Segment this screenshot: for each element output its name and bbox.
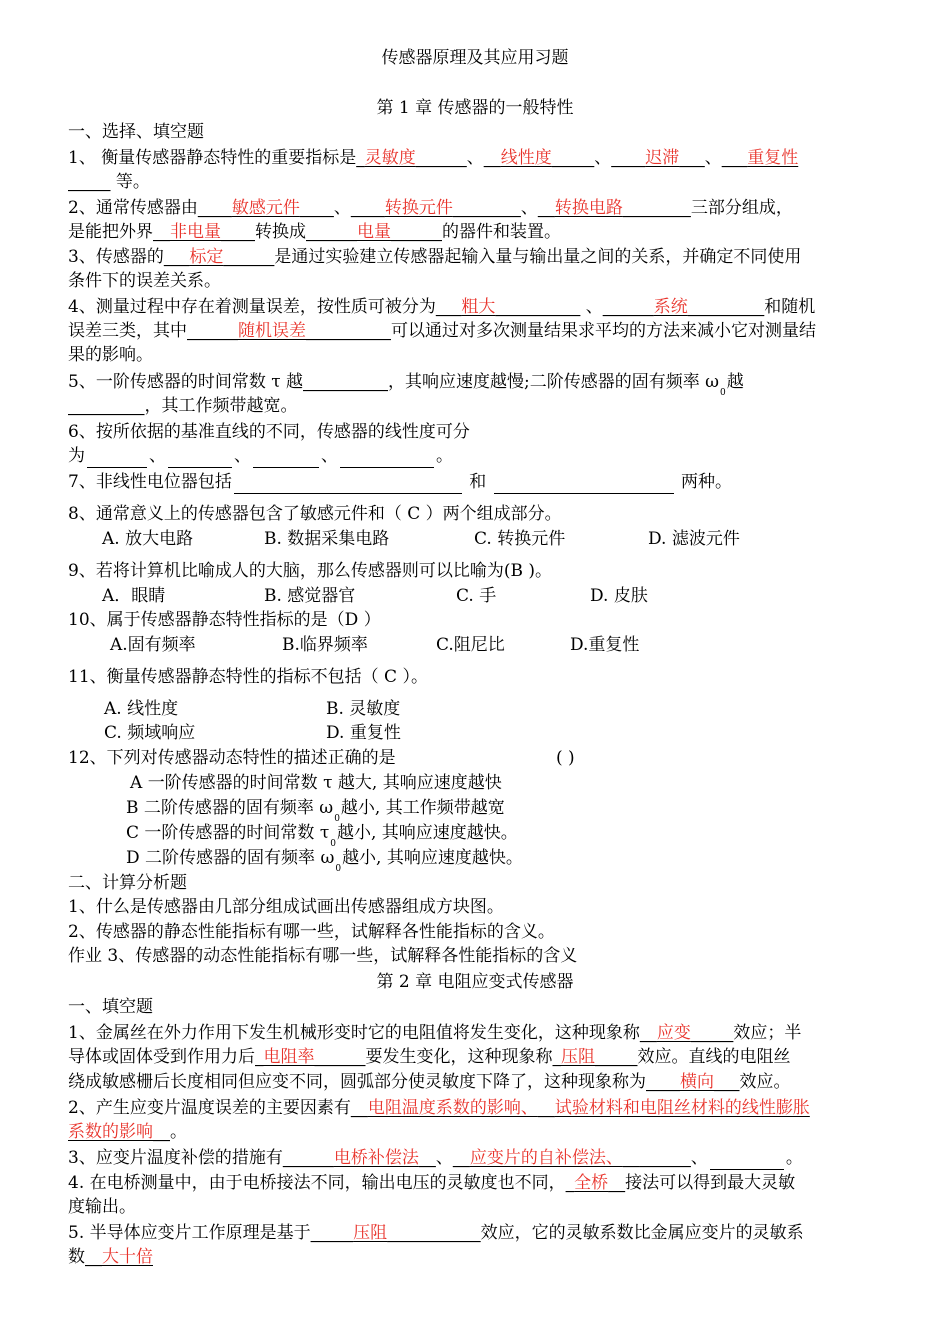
- chapter1-heading: 第 1 章 传感器的一般特性: [376, 98, 574, 118]
- answer-non-electrical: 非电量: [170, 222, 221, 242]
- question-11: 11、衡量传感器静态特性的指标不包括（ C ）。: [68, 667, 428, 687]
- question-3: 3、传感器的___标定______是通过实验建立传感器起输入量与输出量之间的关系，并确定不同使用: [68, 247, 802, 267]
- question-12: 12、下列对传感器动态特性的描述正确的是: [68, 748, 396, 768]
- ch2-question-4: 4. 在电桥测量中，由于电桥接法不同，输出电压的灵敏度也不同，_全桥__接法可以得到最大灵敏: [68, 1173, 796, 1193]
- q8-option-c: C. 转换元件: [474, 529, 566, 549]
- question-3-cont: 条件下的误差关系。: [68, 271, 221, 291]
- answer-calibration: 标定: [189, 247, 224, 267]
- answer-electrical: 电量: [357, 222, 391, 242]
- question-7: 7、非线性电位器包括 和 两种。: [68, 472, 733, 492]
- q11-option-d: D. 重复性: [326, 723, 401, 743]
- question-5-cont: _________，其工作频带越宽。: [68, 396, 298, 416]
- q9-option-d: D. 皮肤: [590, 586, 648, 606]
- question-2: 2、通常传感器由____敏感元件____、____转换元件________、__转换电路________三部分组成，: [68, 198, 793, 218]
- answer-repeatability: 重复性: [747, 148, 799, 168]
- q8-option-a: A. 放大电路: [102, 529, 194, 549]
- question-1: 1、 衡量传感器静态特性的重要指标是_灵敏度______、__线性度_____、____迟滞___、___重复性: [68, 148, 799, 168]
- q12-option-d: D 二阶传感器的固有频率 $\omega_0$越小, 其响应速度越快。: [126, 848, 523, 874]
- calc-question-1: 1、什么是传感器由几部分组成试画出传感器组成方块图。: [68, 897, 504, 917]
- answer-strain: 应变: [656, 1023, 691, 1043]
- answer-self-compensation: 应变片的自补偿法、: [469, 1148, 623, 1168]
- calc-question-3: 作业 3、传感器的动态性能指标有哪一些，试解释各性能指标的含义: [68, 946, 578, 966]
- answer-conversion-element: 转换元件: [384, 198, 453, 218]
- q11-option-c: C. 频域响应: [104, 723, 196, 743]
- q12-option-b: B 二阶传感器的固有频率 $\omega_0$越小, 其工作频带越宽: [126, 798, 505, 824]
- ch2-question-2-cont: 系数的影响__。: [68, 1122, 187, 1142]
- question-4: 4、测量过程中存在着测量误差，按性质可被分为___粗大__________ 、______系统_________和随机: [68, 297, 816, 317]
- document-title: 传感器原理及其应用习题: [381, 48, 569, 68]
- answer-expansion: 试验材料和电阻丝材料的线性膨胀: [554, 1098, 810, 1118]
- answer-q9: B: [510, 561, 523, 581]
- answer-linearity: 线性度: [500, 148, 552, 168]
- q8-option-d: D. 滤波元件: [648, 529, 740, 549]
- question-10: 10、属于传感器静态特性指标的是（D ）: [68, 610, 381, 630]
- question-4-cont2: 果的影响。: [68, 345, 153, 365]
- answer-sensing-element: 敏感元件: [231, 198, 300, 218]
- answer-q11: C: [384, 667, 398, 687]
- answer-sensitivity: 灵敏度: [364, 148, 416, 168]
- answer-bridge-compensation: 电桥补偿法: [333, 1148, 419, 1168]
- question-2-cont: 是能把外界__非电量____转换成______电量______的器件和装置。: [68, 222, 561, 242]
- q10-option-c: C.阻尼比: [436, 635, 505, 655]
- section-choice-fill: 一、选择、填空题: [68, 122, 204, 142]
- q9-option-c: C. 手: [456, 586, 497, 606]
- answer-piezoresistive-5: 压阻: [353, 1223, 388, 1243]
- answer-gross: 粗大: [461, 297, 496, 317]
- answer-random-error: 随机误差: [238, 321, 306, 341]
- q12-option-c: C 一阶传感器的时间常数 $\tau_0$越小, 其响应速度越快。: [126, 823, 518, 849]
- answer-transverse: 横向: [680, 1072, 714, 1092]
- answer-hysteresis: 迟滞: [645, 148, 680, 168]
- question-9: 9、若将计算机比喻成人的大脑，那么传感器则可以比喻为(B )。: [68, 561, 552, 581]
- question-5: 5、一阶传感器的时间常数 τ 越__________，其响应速度越慢;二阶传感器的固有频率 $\omega_0$越: [68, 372, 744, 398]
- question-4-cont: 误差三类，其中______随机误差__________可以通过对多次测量结果求平均的方法来减小它对测量结: [68, 321, 816, 341]
- answer-systematic: 系统: [653, 297, 688, 317]
- q10-option-d: D.重复性: [570, 635, 640, 655]
- answer-q10: D: [344, 610, 359, 630]
- ch2-question-3: 3、应变片温度补偿的措施有______电桥补偿法__、__应变片的自补偿法、________、 。: [68, 1148, 803, 1168]
- q10-option-a: A.固有频率: [110, 635, 196, 655]
- q8-option-b: B. 数据采集电路: [264, 529, 390, 549]
- q12-answer-blank: ( ): [556, 748, 575, 768]
- ch2-question-5: 5. 半导体应变片工作原理是基于_____压阻___________效应，它的灵敏系数比金属应变片的灵敏系: [68, 1223, 804, 1243]
- answer-q8: C: [407, 504, 421, 524]
- question-1-cont: _____ 等。: [68, 172, 150, 192]
- ch2-question-5-cont: 数__大十倍: [68, 1247, 153, 1267]
- answer-resistivity: 电阻率: [263, 1047, 315, 1067]
- q12-option-a: A 一阶传感器的时间常数 τ 越大, 其响应速度越快: [130, 773, 502, 793]
- question-6-cont: 为 、 、 、 。: [68, 446, 453, 466]
- q11-option-b: B. 灵敏度: [326, 699, 401, 719]
- q9-option-b: B. 感觉器官: [264, 586, 356, 606]
- answer-fifty-times: 大十倍: [102, 1247, 153, 1267]
- ch2-question-4-cont: 度输出。: [68, 1197, 136, 1217]
- answer-piezoresistive: 压阻: [561, 1047, 595, 1067]
- ch2-question-2: 2、产生应变片温度误差的主要因素有__电阻温度系数的影响、__试验材料和电阻丝材料的线性膨胀: [68, 1098, 810, 1118]
- chapter2-heading: 第 2 章 电阻应变式传感器: [376, 972, 574, 992]
- q9-option-a: A．眼睛: [102, 586, 166, 606]
- answer-conversion-circuit: 转换电路: [554, 198, 623, 218]
- question-8: 8、通常意义上的传感器包含了敏感元件和（ C ）两个组成部分。: [68, 504, 562, 524]
- answer-full-bridge: 全桥: [574, 1173, 609, 1193]
- section-calculation: 二、计算分析题: [68, 873, 187, 893]
- ch2-question-1-cont: 导体或固体受到作用力后_电阻率______要发生变化，这种现象称_压阻_____效应。直线的电阻丝: [68, 1047, 791, 1067]
- ch2-question-1: 1、金属丝在外力作用下发生机械形变时它的电阻值将发生变化，这种现象称__应变_____效应；半: [68, 1023, 802, 1043]
- q11-option-a: A. 线性度: [104, 699, 179, 719]
- question-6: 6、按所依据的基准直线的不同，传感器的线性度可分: [68, 422, 470, 442]
- ch2-question-1-cont2: 绕成敏感栅后长度相同但应变不同，圆弧部分使灵敏度下降了，这种现象称为____横向___效应。: [68, 1072, 791, 1092]
- section-fill: 一、填空题: [68, 997, 153, 1017]
- q10-option-b: B.临界频率: [282, 635, 368, 655]
- answer-temp-coefficient: 电阻温度系数的影响、: [367, 1098, 538, 1118]
- calc-question-2: 2、传感器的静态性能指标有哪一些，试解释各性能指标的含义。: [68, 922, 555, 942]
